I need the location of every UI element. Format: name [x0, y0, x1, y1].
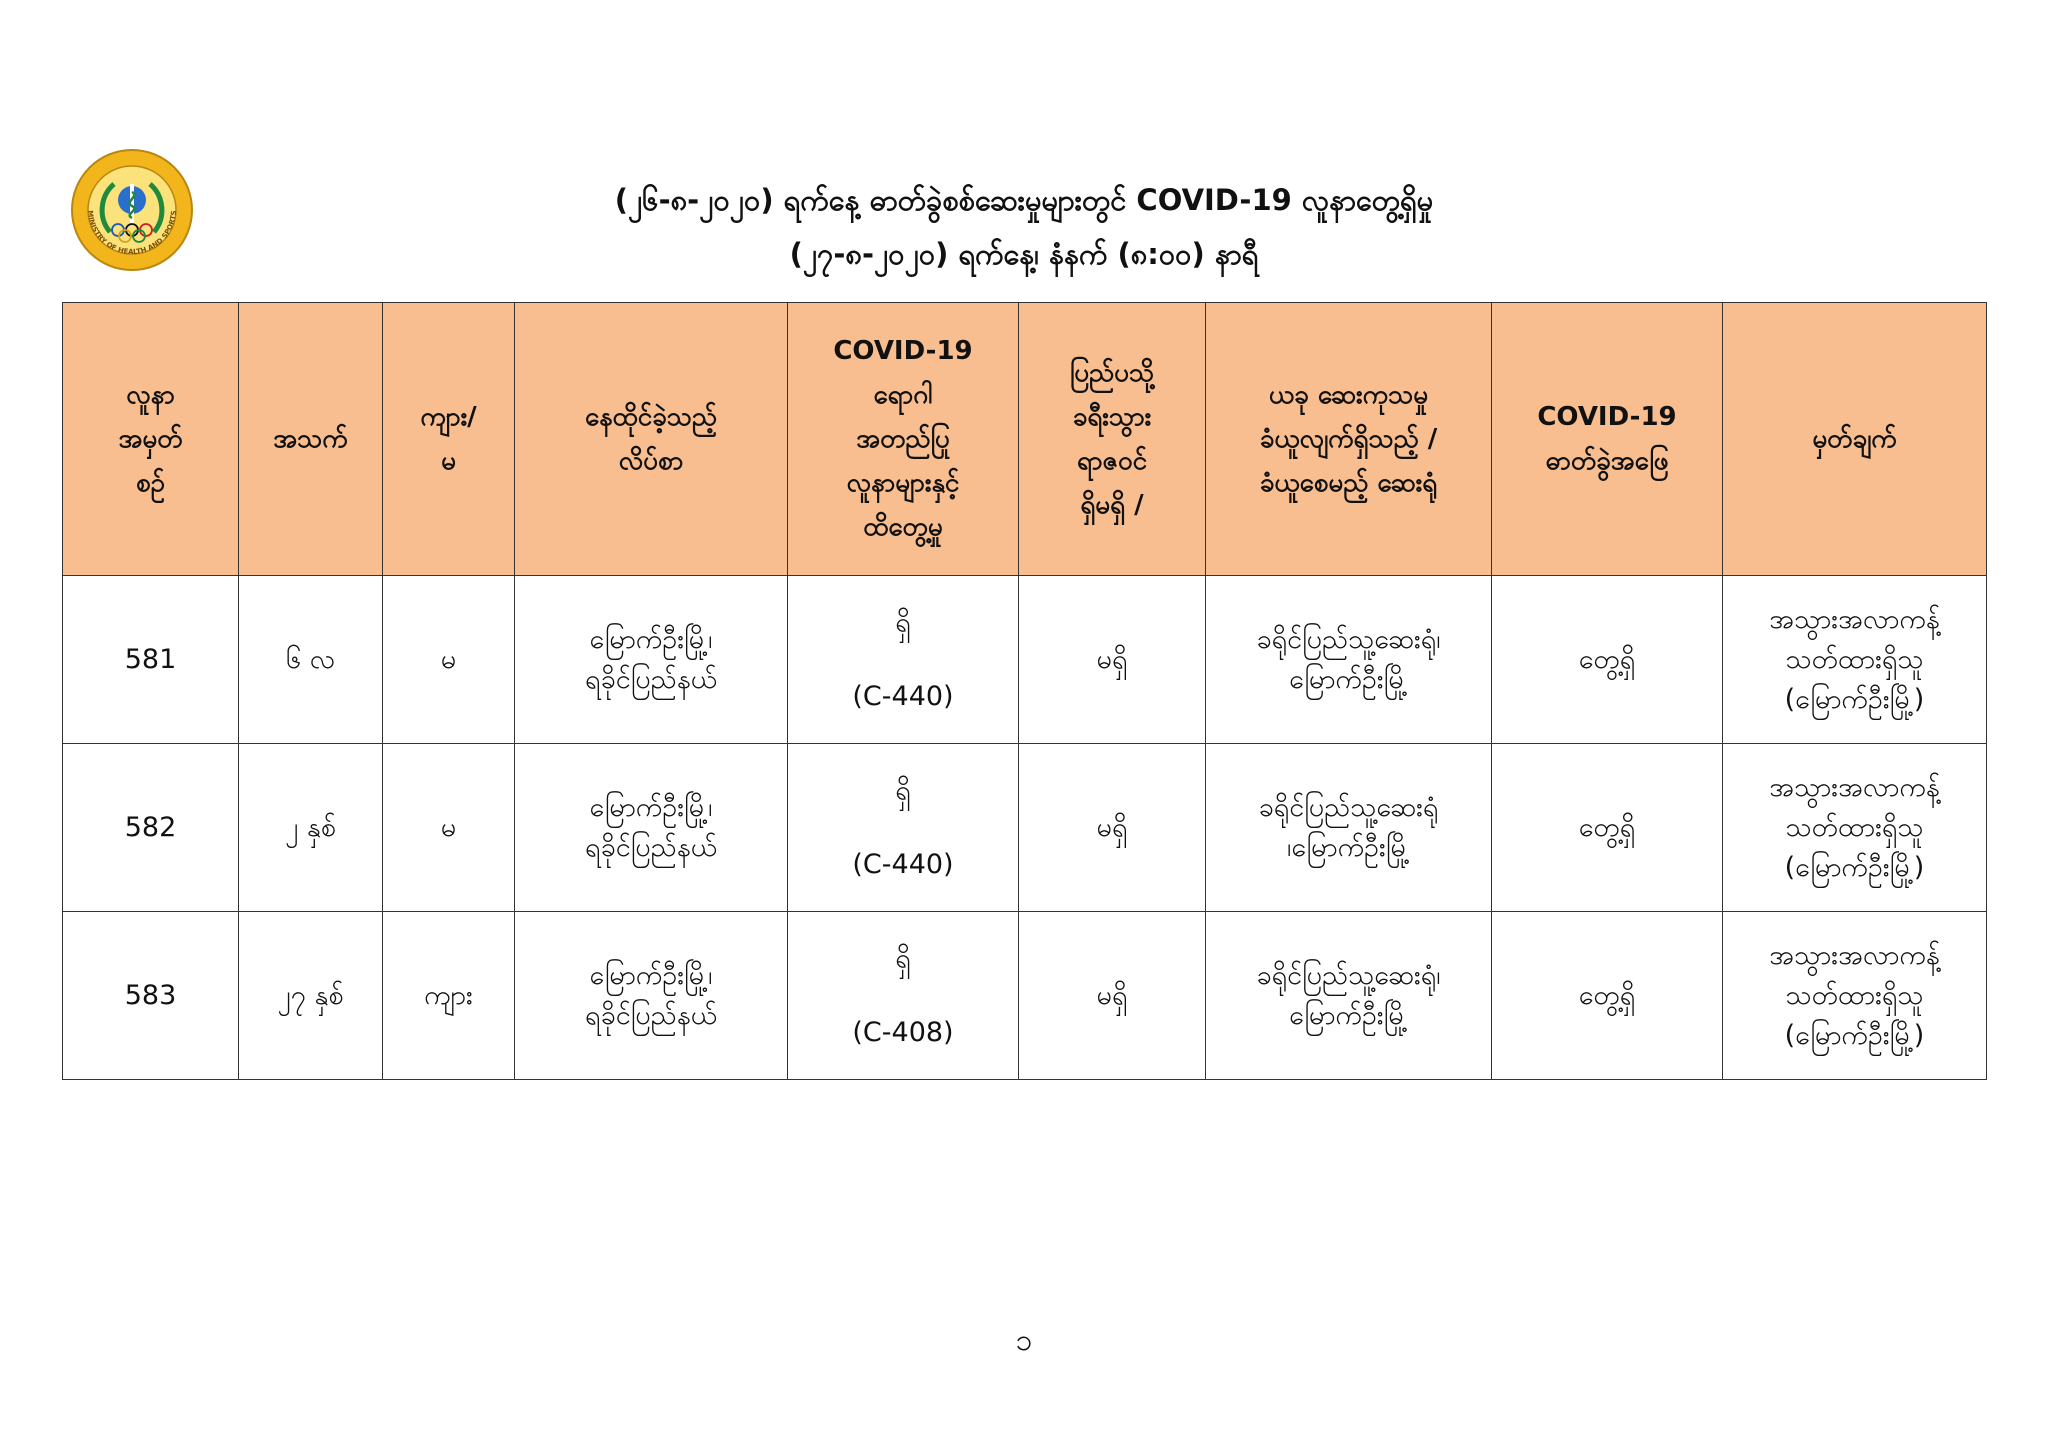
table-row — [63, 744, 1987, 912]
cell-address: မြောက်ဦးမြို့၊ ရခိုင်ပြည်နယ် — [515, 744, 788, 912]
page-number: ၁ — [1015, 1323, 1033, 1358]
cell-sex: ကျား — [383, 912, 515, 1080]
report-date-time: (၂၇-၈-၂၀၂၀) ရက်နေ့၊ နံနက် (၈:၀၀) နာရီ — [789, 237, 1259, 271]
cell-result: တွေ့ရှိ — [1492, 912, 1723, 1080]
contact-code: (C-408) — [852, 1016, 954, 1048]
cell-travel: မရှိ — [1019, 576, 1206, 744]
cell-age: ၂၇ နှစ် — [239, 912, 383, 1080]
cell-address: မြောက်ဦးမြို့၊ ရခိုင်ပြည်နယ် — [515, 576, 788, 744]
cell-hospital: ခရိုင်ပြည်သူ့ဆေးရုံ၊ မြောက်ဦးမြို့ — [1206, 912, 1492, 1080]
col-header-age: အသက် — [239, 303, 383, 576]
cell-contact: ရှိ (C-408) — [788, 912, 1019, 1080]
cell-remark: အသွားအလာကန့် သတ်ထားရှိသူ (မြောက်ဦးမြို့) — [1723, 912, 1987, 1080]
cell-result: တွေ့ရှိ — [1492, 744, 1723, 912]
cell-contact: ရှိ (C-440) — [788, 744, 1019, 912]
col-header-hospital: ယခု ဆေးကုသမှု ခံယူလျက်ရှိသည့် / ခံယူစေမည့် ဆေးရုံ — [1206, 303, 1492, 576]
col-header-contact: COVID-19 ရောဂါ အတည်ပြု လူနာများနှင့် ထိတွေ့မှု — [788, 303, 1019, 576]
cell-contact: ရှိ (C-440) — [788, 576, 1019, 744]
cell-case-no: 582 — [63, 744, 239, 912]
cell-hospital: ခရိုင်ပြည်သူ့ဆေးရုံ၊ မြောက်ဦးမြို့ — [1206, 576, 1492, 744]
covid-case-table — [62, 302, 1987, 1080]
cell-age: ၆ လ — [239, 576, 383, 744]
col-header-case-no: လူနာ အမှတ် စဉ် — [63, 303, 239, 576]
contact-code: (C-440) — [852, 680, 954, 712]
table-header-row — [63, 303, 1987, 576]
col-header-remark: မှတ်ချက် — [1723, 303, 1987, 576]
cell-hospital: ခရိုင်ပြည်သူ့ဆေးရုံ ၊မြောက်ဦးမြို့ — [1206, 744, 1492, 912]
report-title: (၂၆-၈-၂၀၂၀) ရက်နေ့ ဓာတ်ခွဲစစ်ဆေးမှုများတွင် COVID-19 လူနာတွေ့ရှိမှု — [614, 183, 1434, 217]
cell-result: တွေ့ရှိ — [1492, 576, 1723, 744]
cell-case-no: 581 — [63, 576, 239, 744]
cell-remark: အသွားအလာကန့် သတ်ထားရှိသူ (မြောက်ဦးမြို့) — [1723, 576, 1987, 744]
contact-code: (C-440) — [852, 848, 954, 880]
table-row — [63, 912, 1987, 1080]
col-header-result: COVID-19 ဓာတ်ခွဲအဖြေ — [1492, 303, 1723, 576]
col-header-travel: ပြည်ပသို့ ခရီးသွား ရာဇဝင် ရှိမရှိ / — [1019, 303, 1206, 576]
cell-age: ၂ နှစ် — [239, 744, 383, 912]
cell-remark: အသွားအလာကန့် သတ်ထားရှိသူ (မြောက်ဦးမြို့) — [1723, 744, 1987, 912]
cell-sex: မ — [383, 744, 515, 912]
cell-travel: မရှိ — [1019, 912, 1206, 1080]
col-header-sex: ကျား/ မ — [383, 303, 515, 576]
cell-sex: မ — [383, 576, 515, 744]
cell-travel: မရှိ — [1019, 744, 1206, 912]
col-header-address: နေထိုင်ခဲ့သည့် လိပ်စာ — [515, 303, 788, 576]
cell-case-no: 583 — [63, 912, 239, 1080]
cell-address: မြောက်ဦးမြို့၊ ရခိုင်ပြည်နယ် — [515, 912, 788, 1080]
svg-text:MINISTRY OF HEALTH AND SPORTS: MINISTRY OF HEALTH AND SPORTS — [85, 210, 179, 257]
table-row — [63, 576, 1987, 744]
